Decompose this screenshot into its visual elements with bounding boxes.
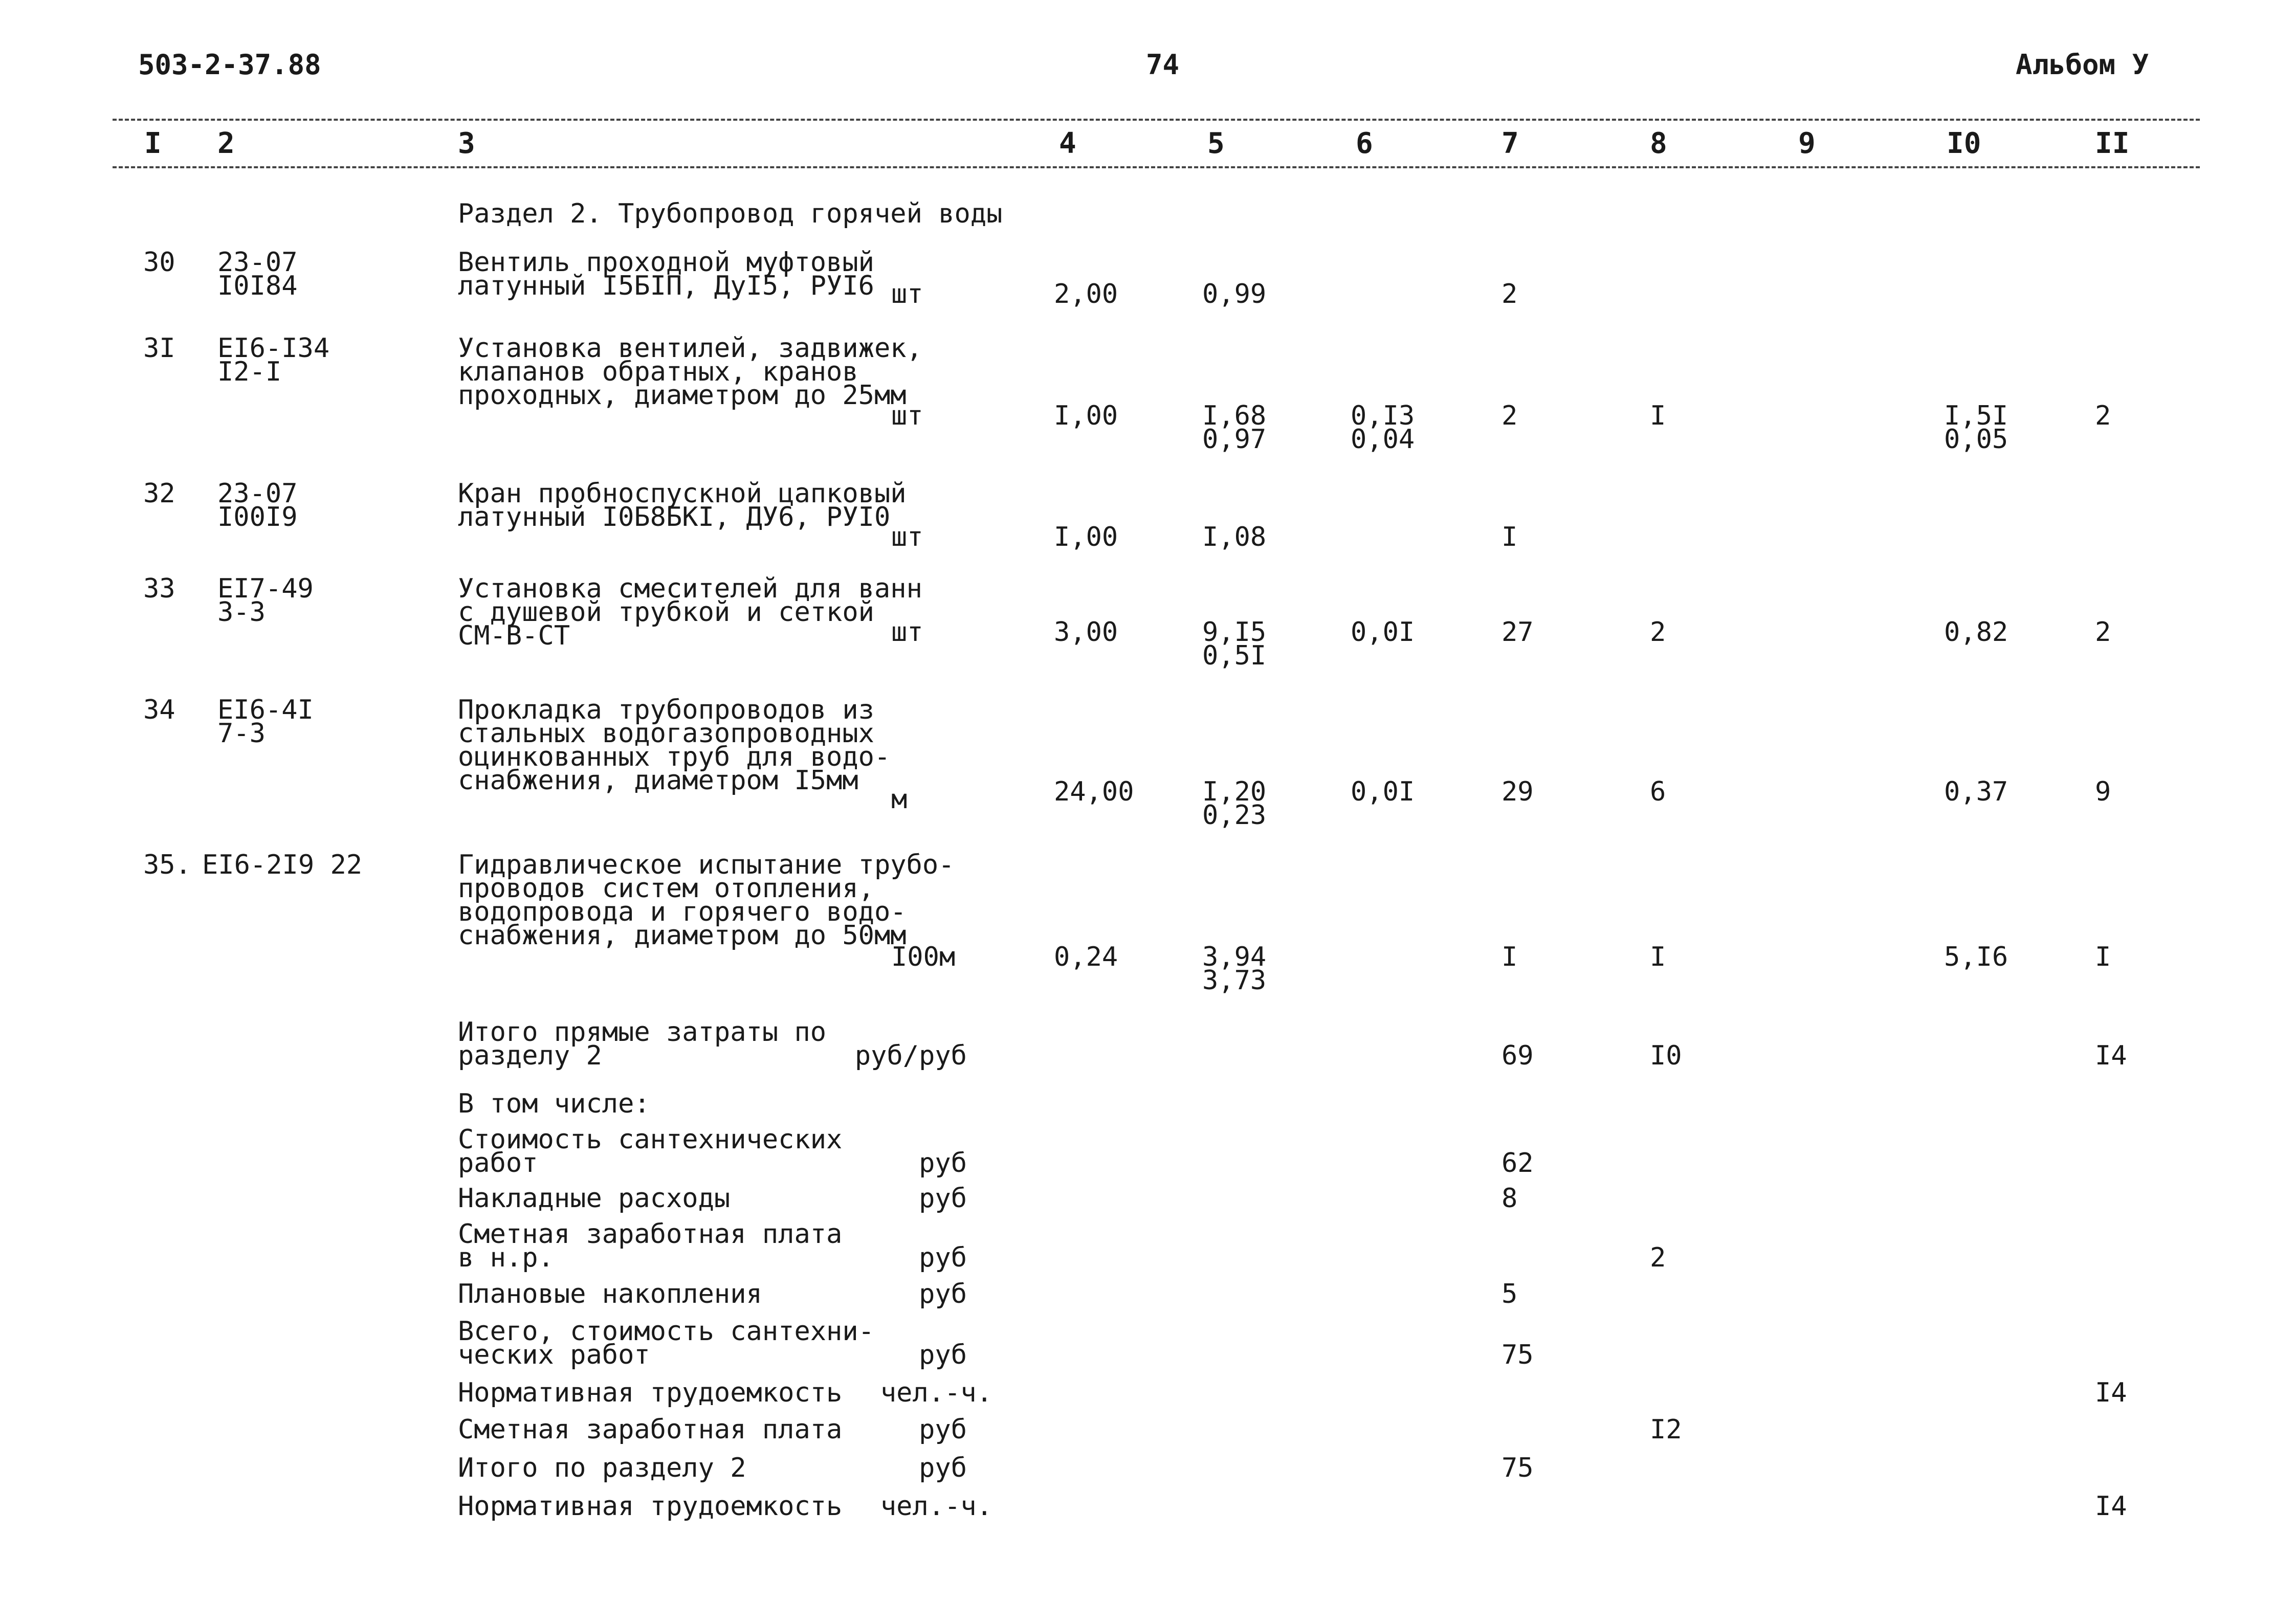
- labor-norm: 0,82: [1944, 617, 2008, 648]
- wages: I: [1650, 401, 1666, 431]
- unit-cost: I,68 0,97: [1202, 401, 1267, 455]
- column-header-5: 5: [1207, 127, 1225, 160]
- rate-code: EI6-2I9 22: [202, 850, 363, 880]
- machine-cost: 0,I3 0,04: [1351, 401, 1415, 455]
- page-number: 74: [1146, 49, 1180, 81]
- rate-code: 23-07 I0I84: [217, 247, 298, 301]
- summary-label: Нормативная трудоемкость: [458, 1377, 843, 1408]
- summary-unit: руб: [919, 1279, 967, 1309]
- section-title: Раздел 2. Трубопровод горячей воды: [458, 198, 1003, 229]
- quantity: 2,00: [1054, 279, 1118, 309]
- total-cost: I: [1502, 942, 1518, 972]
- column-header-10: I0: [1947, 127, 1981, 160]
- rate-code: EI6-I34 I2-I: [217, 333, 330, 387]
- summary-unit: чел.-ч.: [880, 1377, 992, 1408]
- work-description: Установка смесителей для ванн с душевой трубкой и сеткой СМ-В-СТ: [458, 573, 922, 651]
- column-header-1: I: [144, 127, 162, 160]
- unit: шт: [891, 617, 923, 648]
- row-number: 34: [143, 695, 175, 725]
- quantity: 0,24: [1054, 942, 1118, 972]
- summary-wages: I2: [1650, 1414, 1682, 1445]
- column-header-6: 6: [1356, 127, 1373, 160]
- summary-label: Плановые накопления: [458, 1279, 762, 1309]
- unit: I00м: [891, 942, 956, 972]
- quantity: 3,00: [1054, 617, 1118, 648]
- unit-cost: I,20 0,23: [1202, 776, 1267, 831]
- direct-costs-label: Итого прямые затраты по разделу 2: [458, 1017, 827, 1071]
- rate-code: 23-07 I00I9: [217, 478, 298, 532]
- summary-unit: руб: [919, 1183, 967, 1214]
- row-number: 35.: [143, 850, 191, 880]
- quantity: 24,00: [1054, 776, 1134, 807]
- wages: 6: [1650, 776, 1666, 807]
- summary-label: Итого по разделу 2: [458, 1453, 746, 1483]
- machine-cost: 0,0I: [1351, 617, 1415, 648]
- table-top-rule: [113, 119, 2200, 121]
- summary-unit: руб: [919, 1414, 967, 1445]
- summary-label: Нормативная трудоемкость: [458, 1491, 843, 1522]
- unit: шт: [891, 401, 923, 431]
- labor-norm: I,5I 0,05: [1944, 401, 2008, 455]
- work-description: Вентиль проходной муфтовый латунный I5БIП, ДуI5, РУI6: [458, 247, 874, 301]
- summary-unit: руб: [919, 1340, 967, 1370]
- summary-total: 75: [1502, 1340, 1534, 1370]
- unit-cost: I,08: [1202, 522, 1267, 552]
- wages: I: [1650, 942, 1666, 972]
- summary-unit: руб: [919, 1453, 967, 1483]
- rate-code: EI6-4I 7-3: [217, 695, 314, 749]
- labor-total: 2: [2095, 617, 2111, 648]
- direct-costs-unit: руб/руб: [854, 1040, 967, 1071]
- unit-cost: 9,I5 0,5I: [1202, 617, 1267, 671]
- labor-total: I: [2095, 942, 2111, 972]
- document-code: 503-2-37.88: [138, 49, 321, 81]
- summary-wages: 2: [1650, 1242, 1666, 1273]
- column-header-8: 8: [1650, 127, 1667, 160]
- column-header-2: 2: [217, 127, 235, 160]
- labor-norm: 5,I6: [1944, 942, 2008, 972]
- including-label: В том числе:: [458, 1088, 650, 1119]
- rate-code: EI7-49 3-3: [217, 573, 314, 628]
- direct-costs-labor: I4: [2095, 1040, 2127, 1071]
- column-header-7: 7: [1502, 127, 1519, 160]
- table-header-rule: [113, 166, 2200, 168]
- unit: м: [891, 784, 908, 815]
- work-description: Кран пробноспускной цапковый латунный I0Б8БКI, ДУ6, РУI0: [458, 478, 907, 532]
- direct-costs-total: 69: [1502, 1040, 1534, 1071]
- album-label: Альбом У: [2016, 49, 2149, 81]
- summary-label: Сметная заработная плата: [458, 1414, 843, 1445]
- row-number: 32: [143, 478, 175, 509]
- summary-labor: I4: [2095, 1377, 2127, 1408]
- total-cost: 2: [1502, 401, 1518, 431]
- labor-total: 9: [2095, 776, 2111, 807]
- work-description: Прокладка трубопроводов из стальных водогазопроводных оцинкованных труб для водо- снабжения, диаметром I5мм: [458, 695, 891, 796]
- summary-label: Всего, стоимость сантехни- ческих работ: [458, 1316, 874, 1370]
- unit: шт: [891, 522, 923, 552]
- unit-cost: 3,94 3,73: [1202, 942, 1267, 996]
- row-number: 3I: [143, 333, 175, 364]
- machine-cost: 0,0I: [1351, 776, 1415, 807]
- column-header-3: 3: [458, 127, 475, 160]
- wages: 2: [1650, 617, 1666, 648]
- total-cost: 29: [1502, 776, 1534, 807]
- unit: шт: [891, 279, 923, 309]
- quantity: I,00: [1054, 522, 1118, 552]
- summary-label: Сметная заработная плата в н.р.: [458, 1219, 843, 1273]
- summary-unit: руб: [919, 1148, 967, 1178]
- direct-costs-wages: I0: [1650, 1040, 1682, 1071]
- summary-total: 75: [1502, 1453, 1534, 1483]
- total-cost: 2: [1502, 279, 1518, 309]
- column-header-11: II: [2095, 127, 2130, 160]
- summary-total: 8: [1502, 1183, 1518, 1214]
- summary-label: Стоимость сантехнических работ: [458, 1124, 843, 1178]
- summary-total: 5: [1502, 1279, 1518, 1309]
- quantity: I,00: [1054, 401, 1118, 431]
- total-cost: 27: [1502, 617, 1534, 648]
- summary-unit: руб: [919, 1242, 967, 1273]
- work-description: Гидравлическое испытание трубо- проводов систем отопления, водопровода и горячего водо- снабжения, диаметром до 50мм: [458, 850, 955, 951]
- column-header-4: 4: [1059, 127, 1076, 160]
- work-description: Установка вентилей, задвижек, клапанов обратных, кранов проходных, диаметром до 25мм: [458, 333, 922, 411]
- summary-label: Накладные расходы: [458, 1183, 731, 1214]
- labor-total: 2: [2095, 401, 2111, 431]
- unit-cost: 0,99: [1202, 279, 1267, 309]
- total-cost: I: [1502, 522, 1518, 552]
- summary-labor: I4: [2095, 1491, 2127, 1522]
- labor-norm: 0,37: [1944, 776, 2008, 807]
- column-header-9: 9: [1798, 127, 1816, 160]
- row-number: 30: [143, 247, 175, 278]
- row-number: 33: [143, 573, 175, 604]
- summary-unit: чел.-ч.: [880, 1491, 992, 1522]
- summary-total: 62: [1502, 1148, 1534, 1178]
